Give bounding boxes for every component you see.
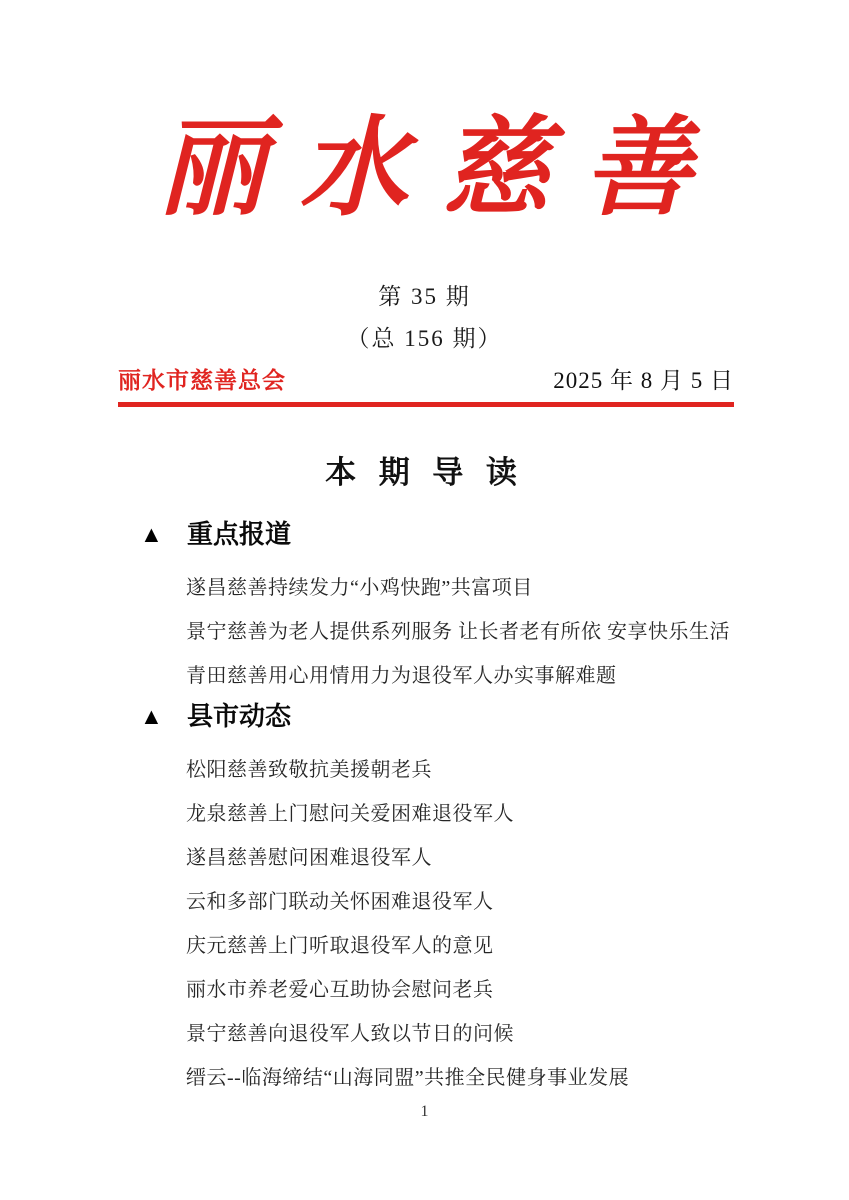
digest-item: 云和多部门联动关怀困难退役军人 xyxy=(186,891,494,913)
digest-item: 丽水市养老爱心互助协会慰问老兵 xyxy=(186,979,494,1001)
publisher-name: 丽水市慈善总会 xyxy=(118,368,286,393)
digest-item: 遂昌慈善慰问困难退役军人 xyxy=(186,847,432,869)
triangle-bullet-icon: ▲ xyxy=(140,521,163,547)
total-issue-number: （总 156 期） xyxy=(346,326,503,351)
digest-item: 龙泉慈善上门慰问关爱困难退役军人 xyxy=(186,803,514,825)
digest-item: 景宁慈善向退役军人致以节日的问候 xyxy=(186,1023,514,1045)
section-item-list xyxy=(186,748,800,1100)
publisher-date-bar xyxy=(118,362,734,407)
digest-item: 景宁慈善为老人提供系列服务 让长者老有所依 安享快乐生活 xyxy=(186,621,730,643)
section-county-news xyxy=(140,700,800,1100)
section-title: 重点报道 xyxy=(187,519,292,549)
masthead-calligraphy-title: 丽水慈善 xyxy=(157,110,726,229)
page-number: 1 xyxy=(420,1103,429,1120)
section-heading xyxy=(140,518,800,550)
digest-item: 遂昌慈善持续发力“小鸡快跑”共富项目 xyxy=(186,577,533,599)
section-title: 县市动态 xyxy=(187,701,292,731)
issue-number: 第 35 期 xyxy=(378,284,471,309)
issue-date: 2025 年 8 月 5 日 xyxy=(553,368,734,393)
section-item-list xyxy=(186,566,800,698)
section-heading xyxy=(140,700,800,732)
digest-item: 庆元慈善上门听取退役军人的意见 xyxy=(186,935,494,957)
triangle-bullet-icon: ▲ xyxy=(140,703,163,729)
digest-item: 松阳慈善致敬抗美援朝老兵 xyxy=(186,759,432,781)
digest-title: 本 期 导 读 xyxy=(325,455,524,490)
digest-item: 青田慈善用心用情用力为退役军人办实事解难题 xyxy=(186,665,617,687)
digest-sections xyxy=(140,518,800,1100)
section-key-reports xyxy=(140,518,800,698)
digest-item: 缙云--临海缔结“山海同盟”共推全民健身事业发展 xyxy=(186,1067,630,1089)
